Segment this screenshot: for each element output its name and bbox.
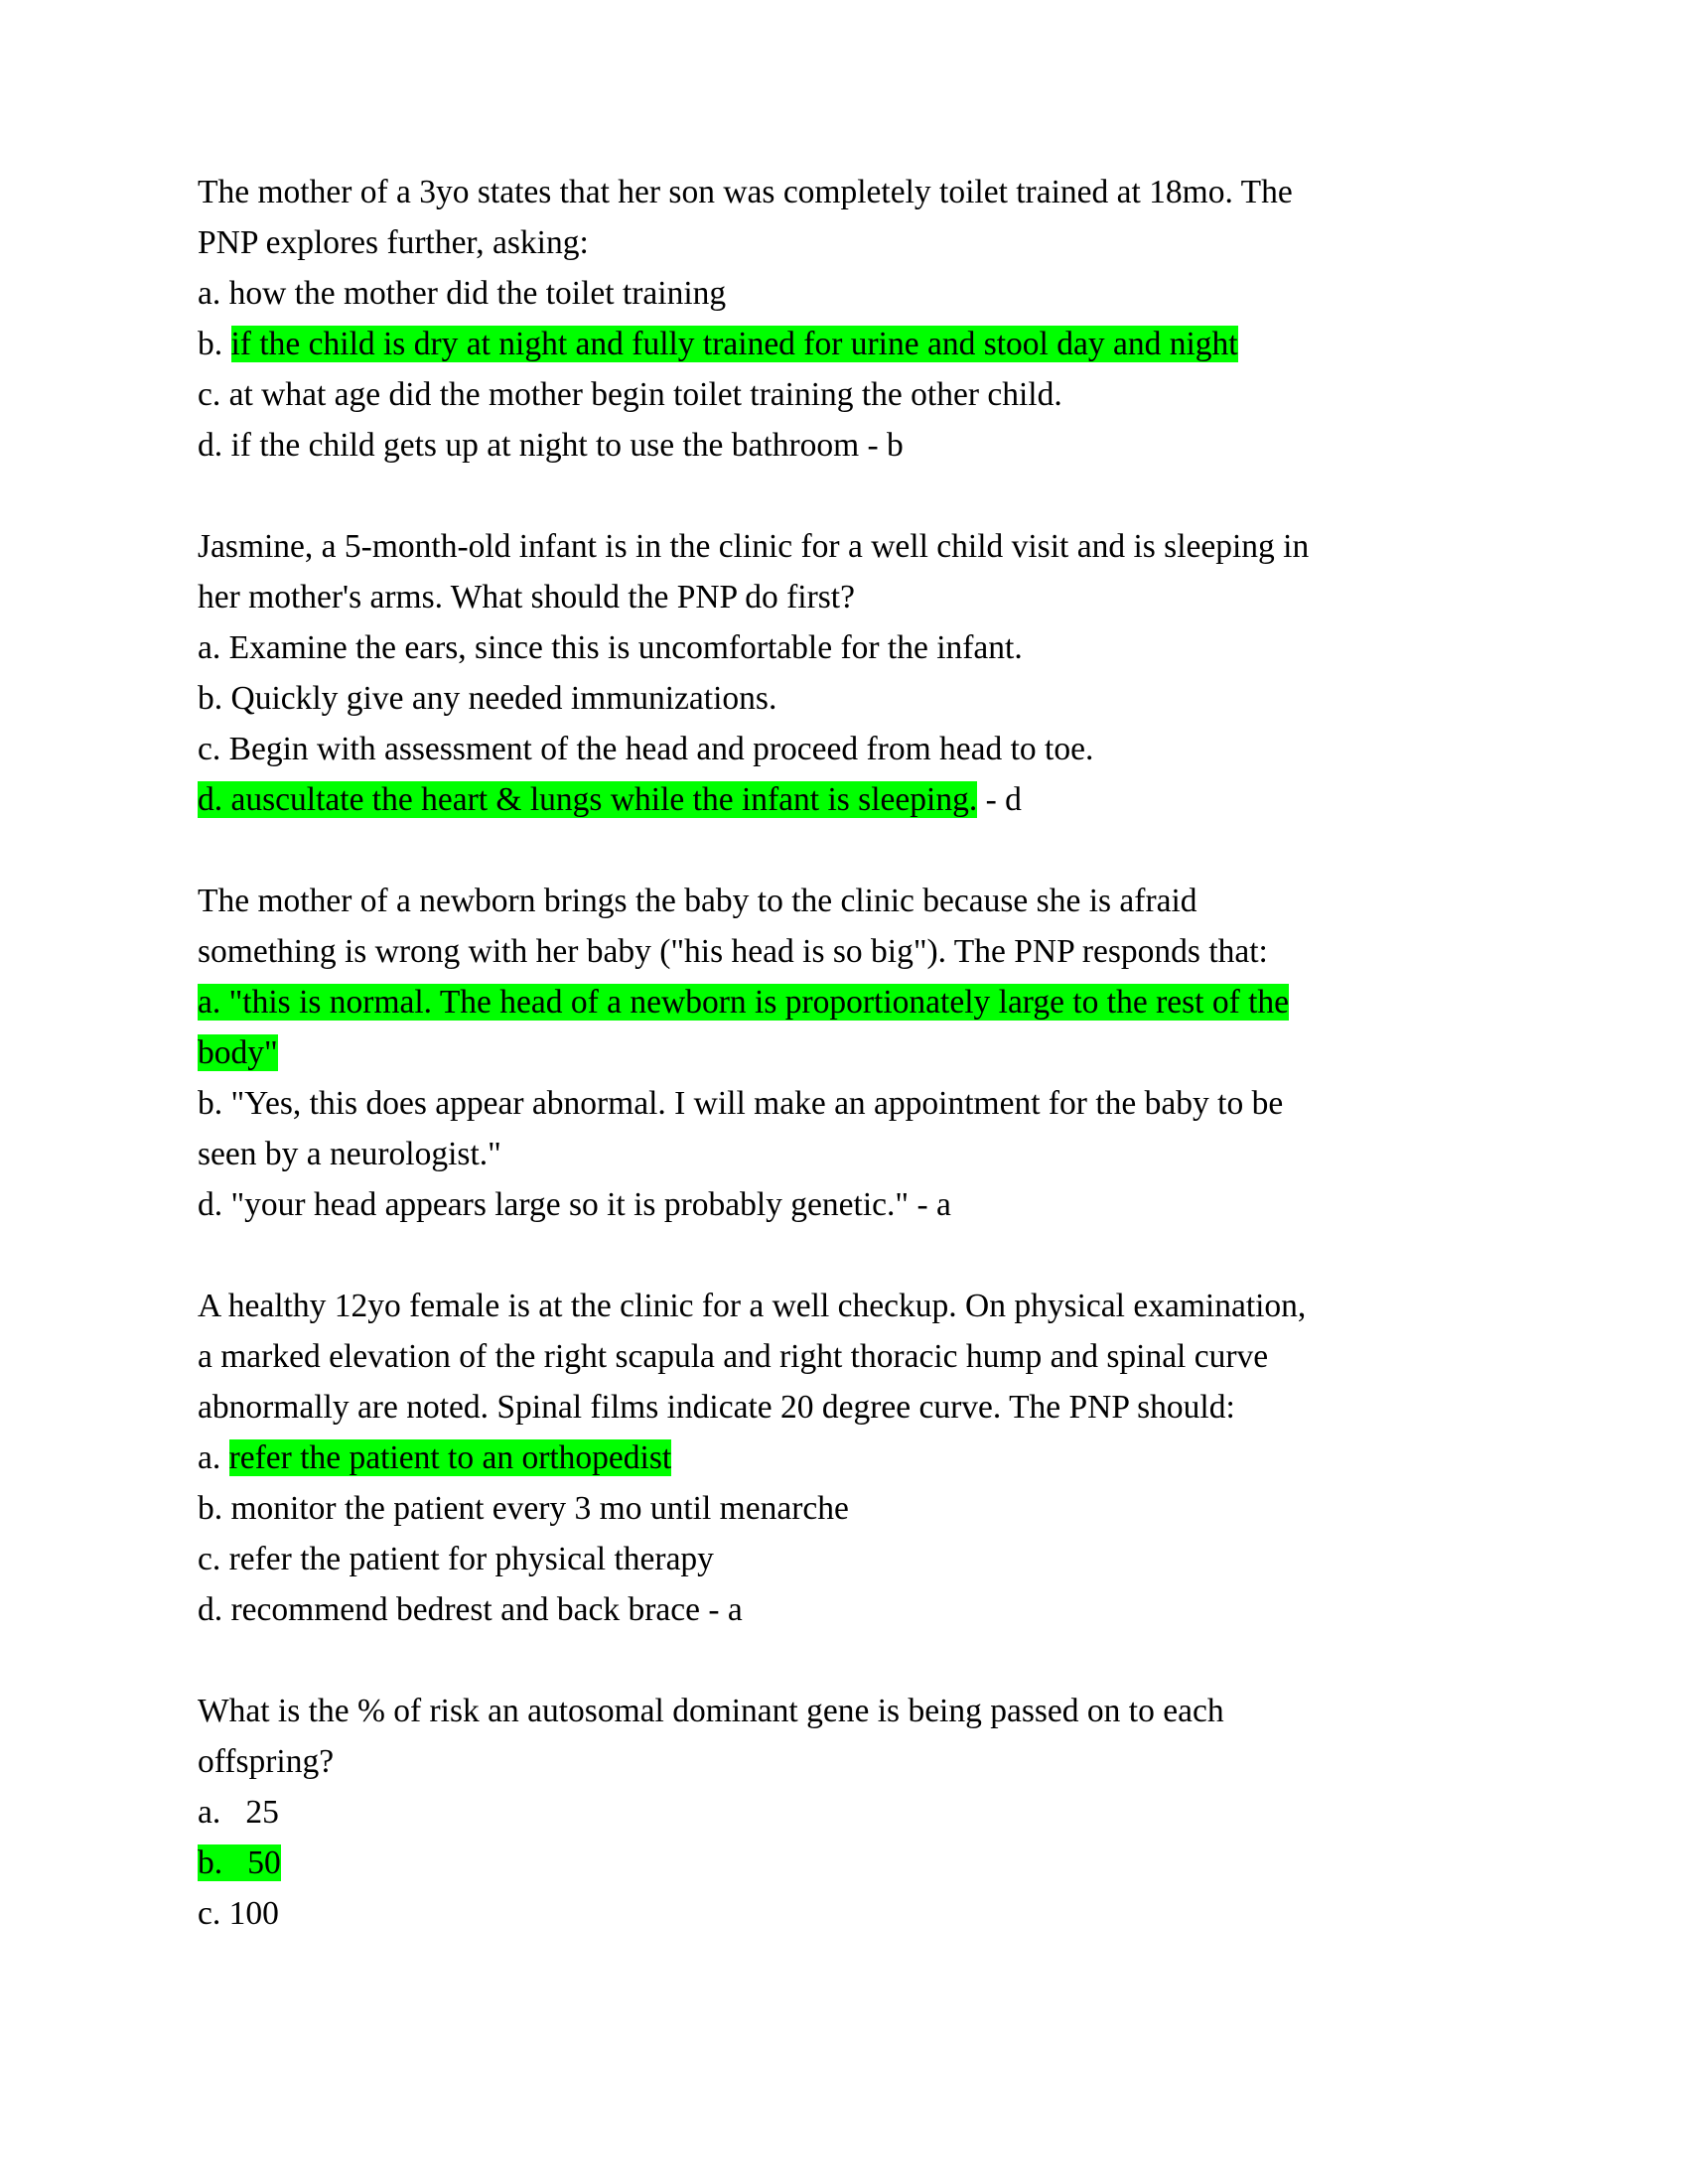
question-block (198, 1686, 1508, 1939)
text-segment: offspring? (198, 1743, 335, 1780)
text-line (198, 1027, 1508, 1078)
blank-line (198, 825, 1508, 876)
text-line (198, 369, 1508, 420)
text-line (198, 572, 1508, 622)
document-page (198, 167, 1508, 1939)
text-segment: c. Begin with assessment of the head and proceed from head to toe. (198, 731, 1094, 767)
text-line (198, 268, 1508, 319)
question-block (198, 521, 1508, 825)
text-line (198, 1888, 1508, 1939)
text-line (198, 1078, 1508, 1129)
text-line (198, 1736, 1508, 1787)
text-line (198, 622, 1508, 673)
text-segment: c. refer the patient for physical therapy (198, 1541, 714, 1577)
text-line (198, 774, 1508, 825)
highlighted-answer: b. 50 (198, 1844, 281, 1881)
text-line (198, 1686, 1508, 1736)
text-segment: d. if the child gets up at night to use the bathroom - b (198, 427, 904, 464)
text-line (198, 1483, 1508, 1534)
text-segment: b. monitor the patient every 3 mo until menarche (198, 1490, 849, 1527)
text-segment: a. how the mother did the toilet training (198, 275, 727, 312)
text-segment: d. recommend bedrest and back brace - a (198, 1591, 743, 1628)
text-segment: something is wrong with her baby ("his head is so big"). The PNP responds that: (198, 933, 1268, 970)
text-line (198, 876, 1508, 926)
text-line (198, 1331, 1508, 1382)
text-line (198, 1787, 1508, 1838)
text-line (198, 1433, 1508, 1483)
text-line (198, 673, 1508, 724)
text-segment: The mother of a newborn brings the baby to the clinic because she is afraid (198, 883, 1197, 919)
text-segment: a. (198, 1439, 229, 1476)
text-line (198, 977, 1508, 1027)
text-segment: The mother of a 3yo states that her son was completely toilet trained at 18mo. The (198, 174, 1293, 210)
text-line (198, 926, 1508, 977)
text-line (198, 167, 1508, 217)
text-segment: c. 100 (198, 1895, 279, 1932)
highlighted-answer: a. "this is normal. The head of a newborn is proportionately large to the rest of the (198, 984, 1290, 1021)
text-segment: b. Quickly give any needed immunizations. (198, 680, 777, 717)
text-line (198, 319, 1508, 369)
text-segment: Jasmine, a 5-month-old infant is in the clinic for a well child visit and is sleeping in (198, 528, 1310, 565)
text-segment: PNP explores further, asking: (198, 224, 589, 261)
text-segment: A healthy 12yo female is at the clinic for a well checkup. On physical examination, (198, 1288, 1307, 1324)
text-line (198, 1838, 1508, 1888)
text-segment: a. 25 (198, 1794, 279, 1831)
text-line (198, 1281, 1508, 1331)
highlighted-answer: body" (198, 1034, 278, 1071)
question-block (198, 1281, 1508, 1635)
text-line (198, 724, 1508, 774)
text-segment: a. Examine the ears, since this is uncomfortable for the infant. (198, 629, 1023, 666)
text-line (198, 1382, 1508, 1433)
highlighted-answer: d. auscultate the heart & lungs while the infant is sleeping. (198, 781, 978, 818)
question-block (198, 167, 1508, 471)
highlighted-answer: if the child is dry at night and fully trained for urine and stool day and night (230, 326, 1238, 362)
text-line (198, 521, 1508, 572)
text-segment: What is the % of risk an autosomal dominant gene is being passed on to each (198, 1693, 1224, 1729)
blank-line (198, 471, 1508, 521)
text-segment: a marked elevation of the right scapula and right thoracic hump and spinal curve (198, 1338, 1269, 1375)
text-segment: c. at what age did the mother begin toilet training the other child. (198, 376, 1062, 413)
text-line (198, 1129, 1508, 1179)
text-line (198, 1534, 1508, 1584)
text-segment: seen by a neurologist." (198, 1136, 501, 1172)
highlighted-answer: refer the patient to an orthopedist (228, 1439, 672, 1476)
text-segment: d. "your head appears large so it is probably genetic." - a (198, 1186, 951, 1223)
text-segment: b. "Yes, this does appear abnormal. I will make an appointment for the baby to be (198, 1085, 1284, 1122)
blank-line (198, 1230, 1508, 1281)
text-line (198, 1584, 1508, 1635)
text-line (198, 420, 1508, 471)
text-segment: b. (198, 326, 231, 362)
text-line (198, 217, 1508, 268)
text-segment: - d (977, 781, 1022, 818)
text-segment: her mother's arms. What should the PNP do first? (198, 579, 855, 615)
question-block (198, 876, 1508, 1230)
text-segment: abnormally are noted. Spinal films indicate 20 degree curve. The PNP should: (198, 1389, 1235, 1426)
blank-line (198, 1635, 1508, 1686)
text-line (198, 1179, 1508, 1230)
